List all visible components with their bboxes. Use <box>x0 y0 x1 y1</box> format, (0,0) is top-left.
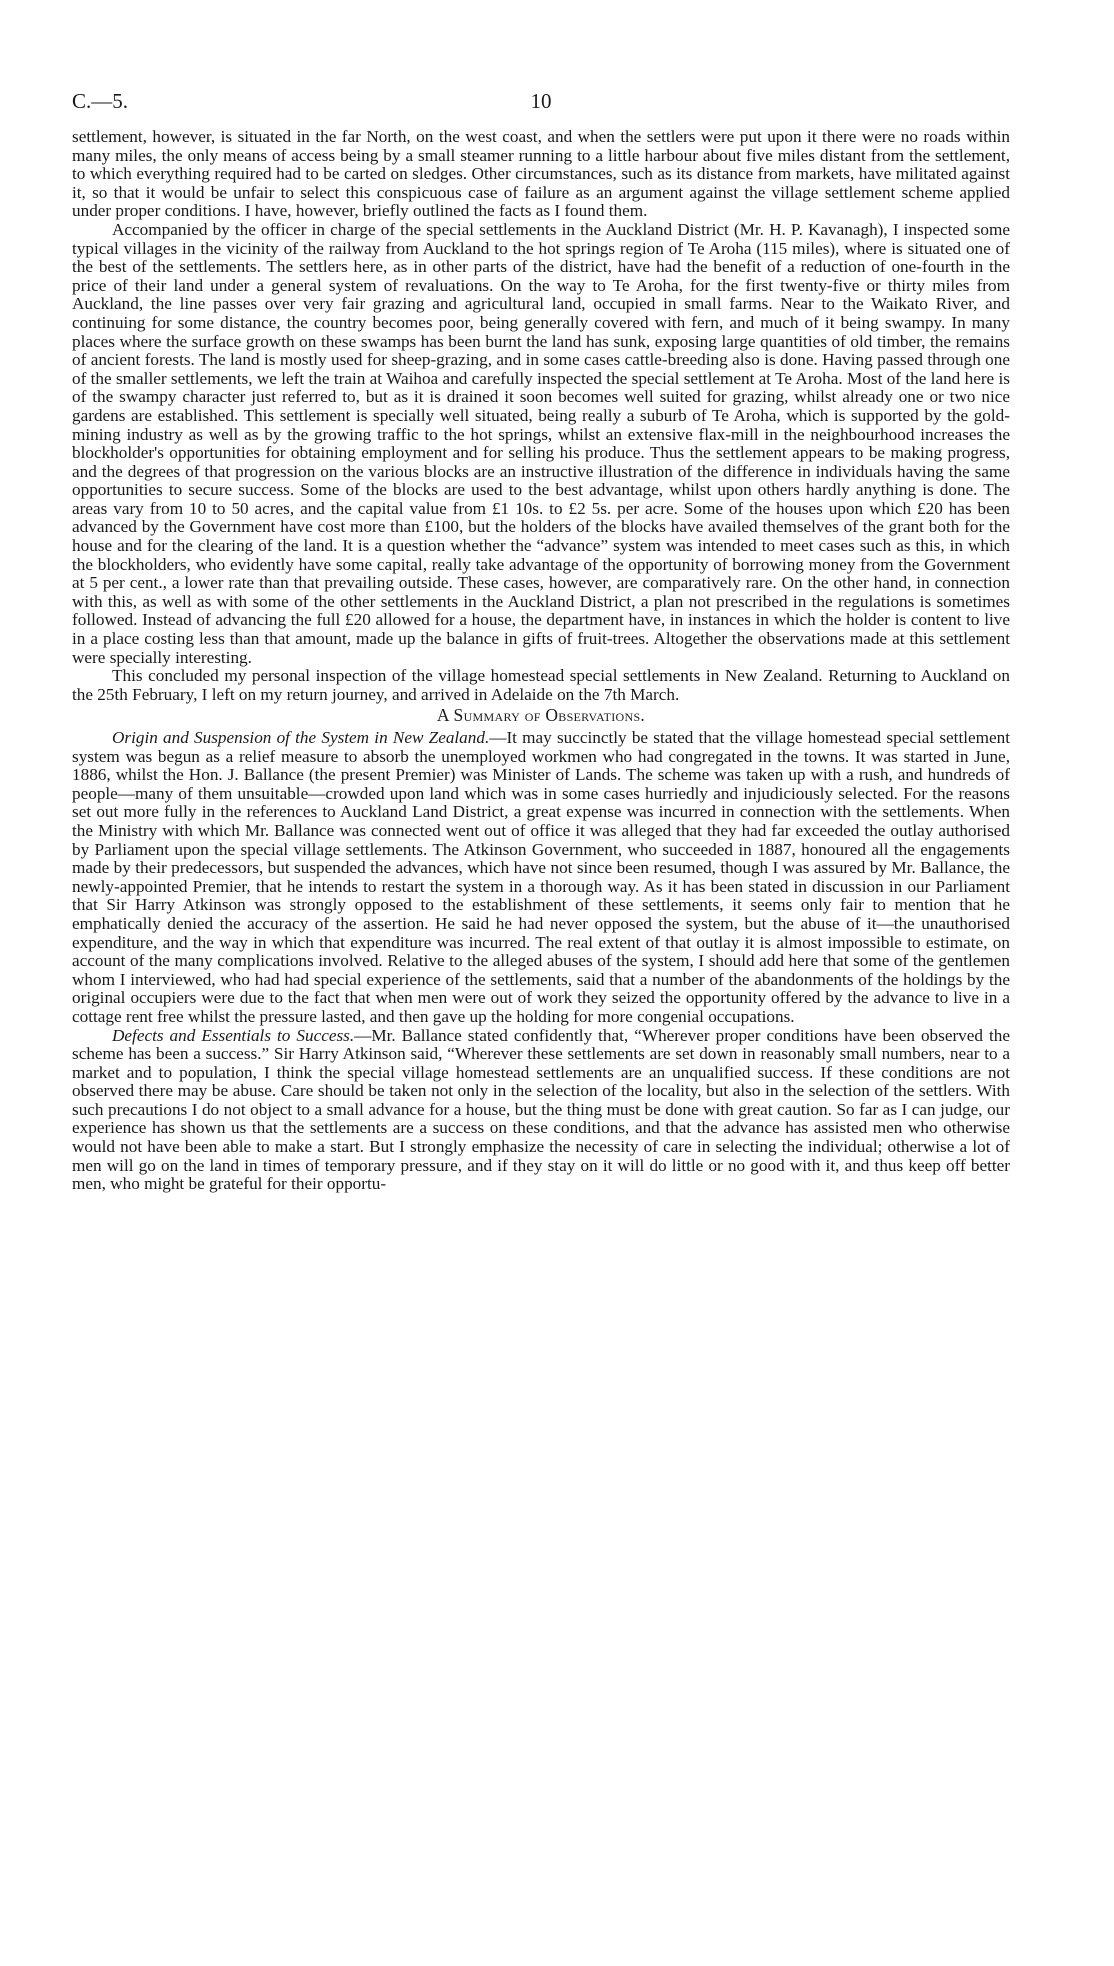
paragraph-text: —It may succinctly be stated that the village homestead special settlement system was begun as a relief measure to absorb the unemployed workmen who had congregated in the towns. It was started in June, 1886, whilst the Hon. J. Ballance (the present Premier) was Minister of Lands. The scheme was taken up with a rush, and hundreds of people—many of them unsuitable—crowded upon land which was in some cases hurriedly and injudiciously selected. For the reasons set out more fully in the references to Auckland Land District, a great expense was incurred in connection with the settlements. When the Ministry with which Mr. Ballance was connected went out of office it was alleged that they had far exceeded the outlay authorised by Parliament upon the special village settlements. The Atkinson Government, who succeeded in 1887, honoured all the engagements made by their predecessors, but suspended the advances, which have not since been resumed, though I was assured by Mr. Ballance, the newly-appointed Premier, that he intends to restart the system in a thorough way. As it has been stated in discussion in our Parliament that Sir Harry Atkinson was strongly opposed to the establishment of these settlements, it seems only fair to mention that he emphatically denied the accuracy of the assertion. He said he had never opposed the system, but the abuse of it—the unauthorised expenditure, and the way in which that expenditure was incurred. The real extent of that outlay it is almost impossible to estimate, on account of the many complications involved. Relative to the alleged abuses of the system, I should add here that some of the gentlemen whom I interviewed, who had had special experience of the settlements, said that a number of the abandonments of the holdings by the original occupiers were due to the fact that when men were out of work they seized the opportunity offered by the advance to live in a cottage rent free whilst the pressure lasted, and then gave up the holding for more congenial occupations. <box>72 728 1010 1026</box>
paragraph-text: —Mr. Ballance stated confidently that, “Wherever proper conditions have been observed the scheme has been a success.” Sir Harry Atkinson said, “Wherever these settlements are set down in reasonably small numbers, near to a market and to population, I think the special village homestead settlements are an unqualified success. If these conditions are not observed there may be abuse. Care should be taken not only in the selection of the locality, but also in the selection of the settlers. With such precautions I do not object to a small advance for a house, but the thing must be done with great caution. So far as I can judge, our experience has shown us that the settlements are a success on these conditions, and that the advance has assisted men who otherwise would not have been able to make a start. But I strongly emphasize the necessity of care in selecting the individual; otherwise a lot of men will go on the land in times of temporary pressure, and if they stay on it will do little or no good with it, and thus keep off better men, who might be grateful for their opportu- <box>72 1025 1010 1194</box>
page-header <box>72 89 1010 128</box>
page-number: 10 <box>530 89 552 113</box>
document-code: C.—5. <box>72 89 129 113</box>
paragraph: This concluded my personal inspection of the village homestead special settlements in New Zealand. Returning to Auckland on the 25th February, I left on my return journey, and arrived in Adelaide on the 7th March. <box>72 666 1010 704</box>
paragraph: Accompanied by the officer in charge of the special settlements in the Auckland District (Mr. H. P. Kavanagh), I inspected some typical villages in the vicinity of the railway from Auckland to the hot springs region of Te Aroha (115 miles), where is situated one of the best of the settlements. The settlers here, as in other parts of the district, have had the benefit of a reduction of one-fourth in the price of their land under a general system of revaluations. On the way to Te Aroha, for the first twenty-five or thirty miles from Auckland, the line passes over very fair grazing and agricultural land, occupied in small farms. Near to the Waikato River, and continuing for some distance, the country becomes poor, being generally covered with fern, and much of it being swampy. In many places where the surface growth on these swamps has been burnt the land has sunk, exposing large quantities of old timber, the remains of ancient forests. The land is mostly used for sheep-grazing, and in some cases cattle-breeding also is done. Having passed through one of the smaller settlements, we left the train at Waihoa and carefully inspected the special settlement at Te Aroha. Most of the land here is of the swampy character just referred to, but as it is drained it soon becomes well suited for grazing, whilst already one or two nice gardens are established. This settlement is specially well situated, being really a suburb of Te Aroha, which is supported by the gold-mining industry as well as by the growing traffic to the hot springs, whilst an extensive flax-mill in the neighbourhood increases the blockholder's opportunities for obtaining employment and for selling his produce. Thus the settlement appears to be making progress, and the degrees of that progression on the various blocks are an instructive illustration of the difference in individuals having the same opportunities to secure success. Some of the blocks are used to the best advantage, whilst upon others hardly anything is done. The areas vary from 10 to 50 acres, and the capital value from £1 10s. to £2 5s. per acre. Some of the houses upon which £20 has been advanced by the Government have cost more than £100, but the holders of the blocks have availed themselves of the grant both for the house and for the clearing of the land. It is a question whether the “advance” system was intended to meet cases such as this, in which the blockholders, who evidently have some capital, really take advantage of the opportunity of borrowing money from the Government at 5 per cent., a lower rate than that prevailing outside. These cases, however, are comparatively rare. On the other hand, in connection with this, as well as with some of the other settlements in the Auckland District, a plan not prescribed in the regulations is sometimes followed. Instead of advancing the full £20 allowed for a house, the department have, in instances in which the holder is content to live in a place costing less than that amount, made up the balance in gifts of fruit-trees. Altogether the observations made at this settlement were specially interesting. <box>72 219 1010 667</box>
document-page <box>72 89 1010 1194</box>
paragraph <box>72 729 1010 1027</box>
paragraph <box>72 1027 1010 1194</box>
paragraph-italic-lead: Defects and Essentials to Success. <box>112 1025 355 1045</box>
body-text <box>72 128 1010 1194</box>
paragraph-italic-lead: Origin and Suspension of the System in New Zealand. <box>112 728 490 747</box>
paragraph: settlement, however, is situated in the far North, on the west coast, and when the settlers were put upon it there were no roads within many miles, the only means of access being by a small steamer running to a little harbour about five miles distant from the settlement, to which everything required had to be carted on sledges. Other circumstances, such as its distance from markets, have militated against it, so that it would be unfair to select this conspicuous case of failure as an argument against the village settlement scheme applied under proper conditions. I have, however, briefly outlined the facts as I found them. <box>72 127 1010 221</box>
section-heading: A Summary of Observations. <box>436 705 646 726</box>
